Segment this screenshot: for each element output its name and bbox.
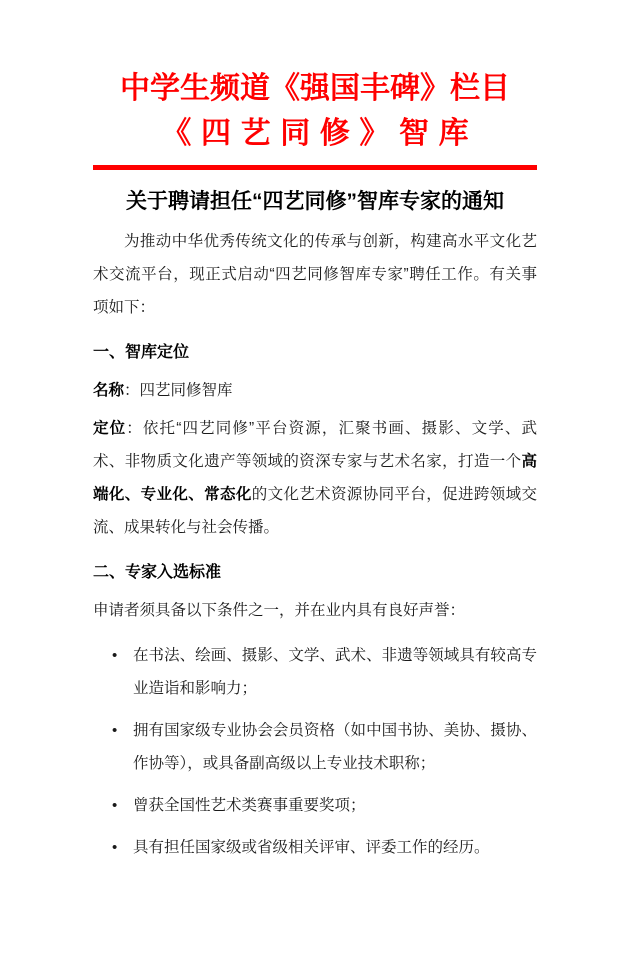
criteria-list <box>93 639 537 864</box>
masthead-title-line2: 《四艺同修》智库 <box>161 117 479 150</box>
masthead-title-line1: 中学生频道《强国丰碑》栏目 <box>120 72 510 105</box>
criteria-item-1: • 在书法、绘画、摄影、文学、武术、非遗等领域具有较高专业造诣和影响力； <box>93 639 537 705</box>
criteria-item-2: • 拥有国家级专业协会会员资格（如中国书协、美协、摄协、作协等），或具备副高级以上专业技术职称； <box>93 714 537 780</box>
thinktank-positioning-paragraph: 定位：依托“四艺同修”平台资源，汇聚书画、摄影、文学、武术、非物质文化遗产等领域的资深专家与艺术名家，打造一个高端化、专业化、常态化的文化艺术资源协同平台，促进跨领域交流、成果转化与社会传播。 <box>93 420 537 536</box>
criteria-item-3: • 曾获全国性艺术类赛事重要奖项； <box>93 789 537 822</box>
section2-title: 二、专家入选标准 <box>93 564 222 581</box>
masthead <box>93 66 537 170</box>
section1-title: 一、智库定位 <box>93 344 190 361</box>
intro-paragraph: 为推动中华优秀传统文化的传承与创新，构建高水平文化艺术交流平台，现正式启动“四艺同修智库专家”聘任工作。有关事项如下： <box>93 233 537 316</box>
thinktank-name-line: 名称：四艺同修智库 <box>93 382 233 399</box>
masthead-divider-rule <box>93 165 537 170</box>
criteria-lead-paragraph: 申请者须具备以下条件之一，并在业内具有良好声誉： <box>93 602 466 619</box>
criteria-item-4: • 具有担任国家级或省级相关评审、评委工作的经历。 <box>93 831 537 864</box>
notice-heading: 关于聘请担任“四艺同修”智库专家的通知 <box>126 190 504 213</box>
document-page <box>0 66 632 960</box>
